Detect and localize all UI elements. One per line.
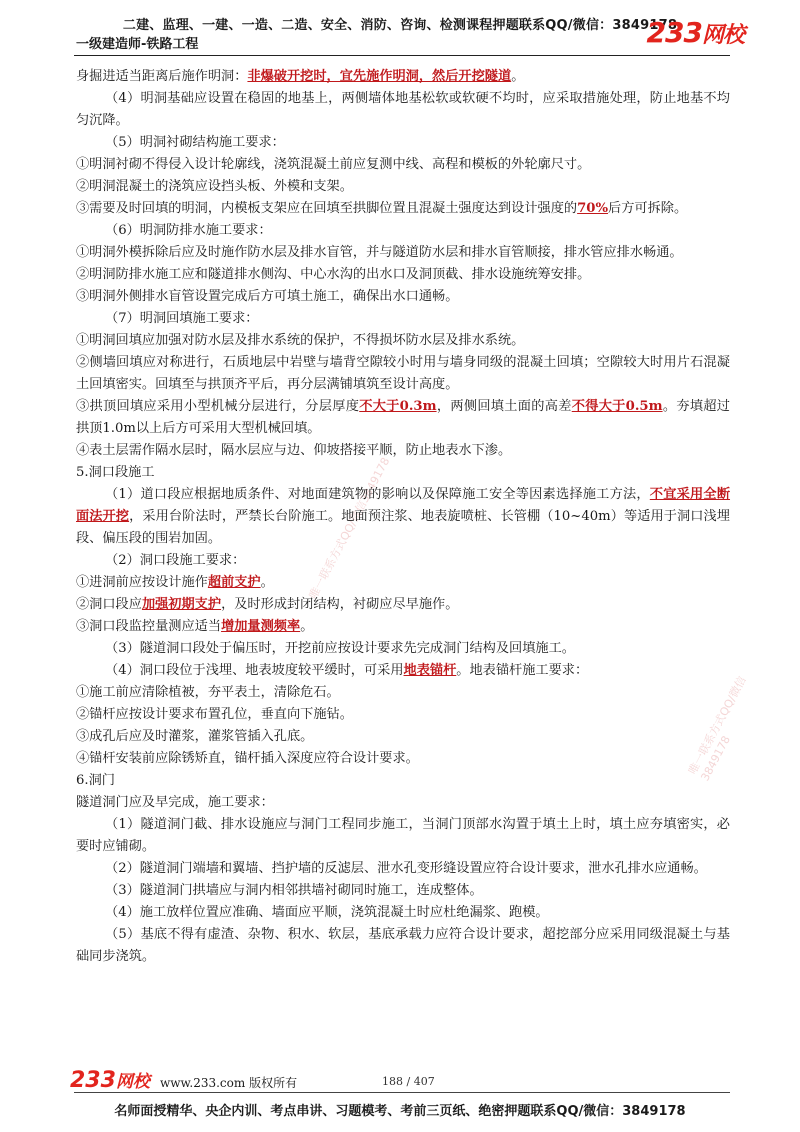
paragraph: ①施工前应清除植被，夯平表土，清除危石。: [76, 685, 340, 700]
footer-site: www.233.com 版权所有: [160, 1076, 298, 1090]
header-banner: 二建、监理、一建、一造、二造、安全、消防、咨询、检测课程押题联系QQ/微信：3849178: [122, 18, 678, 33]
paragraph: ①进洞前应按设计施作超前支护。: [76, 575, 274, 590]
header-divider: [74, 55, 730, 56]
paragraph: ③需要及时回填的明洞，内模板支架应在回填至拱脚位置且混凝土强度达到设计强度的70%后方可拆除。: [76, 201, 688, 216]
watermark: 唯一联系方式QQ/微信3849178: [686, 674, 749, 784]
document-body: [76, 66, 730, 968]
section-heading: 5.洞口段施工: [76, 465, 155, 480]
paragraph: （5）基底不得有虚渣、杂物、积水、软层，基底承载力应符合设计要求，超挖部分应采用同级混凝土与基础同步浇筑。: [76, 927, 730, 964]
paragraph: 隧道洞门应及早完成，施工要求：: [76, 795, 274, 810]
page-number: 188 / 407: [382, 1075, 435, 1088]
paragraph: （2）隧道洞门端墙和翼墙、挡护墙的反滤层、泄水孔变形缝设置应符合设计要求，泄水孔排水应通畅。: [105, 861, 707, 876]
paragraph: ②明洞混凝土的浇筑应设挡头板、外模和支架。: [76, 179, 353, 194]
site-logo: 233网校: [646, 16, 744, 49]
paragraph: ③洞口段监控量测应适当增加量测频率。: [76, 619, 314, 634]
paragraph: （4）施工放样位置应准确、墙面应平顺，浇筑混凝土时应杜绝漏浆、跑模。: [105, 905, 549, 920]
paragraph: ②侧墙回填应对称进行，石质地层中岩壁与墙背空隙较小时用与墙身同级的混凝土回填；空隙较大时用片石混凝土回填密实。回填至与拱顶齐平后，再分层满铺填筑至设计高度。: [76, 355, 730, 392]
header-subtitle: 一级建造师-铁路工程: [76, 37, 199, 52]
paragraph: （6）明洞防排水施工要求：: [105, 223, 272, 238]
watermark: 唯一联系方式QQ/微信3849178: [306, 455, 393, 602]
footer-divider: [74, 1092, 730, 1093]
paragraph: ③明洞外侧排水盲管设置完成后方可填土施工，确保出水口通畅。: [76, 289, 459, 304]
paragraph: ④锚杆安装前应除锈矫直，锚杆插入深度应符合设计要求。: [76, 751, 419, 766]
footer-banner: 名师面授精华、央企内训、考点串讲、习题模考、考前三页纸、绝密押题联系QQ/微信：3849178: [114, 1104, 686, 1119]
paragraph: （2）洞口段施工要求：: [105, 553, 246, 568]
paragraph: ①明洞回填应加强对防水层及排水系统的保护，不得损坏防水层及排水系统。: [76, 333, 525, 348]
paragraph: 身掘进适当距离后施作明洞：非爆破开挖时，宜先施作明洞，然后开挖隧道。: [76, 69, 525, 84]
paragraph: ②明洞防排水施工应和隧道排水侧沟、中心水沟的出水口及洞顶截、排水设施统筹安排。: [76, 267, 591, 282]
paragraph: ①明洞外模拆除后应及时施作防水层及排水盲管，并与隧道防水层和排水盲管顺接，排水管应排水畅通。: [76, 245, 683, 260]
paragraph: ④表土层需作隔水层时，隔水层应与边、仰坡搭接平顺，防止地表水下渗。: [76, 443, 512, 458]
paragraph: （7）明洞回填施工要求：: [105, 311, 259, 326]
paragraph: （3）隧道洞口段处于偏压时，开挖前应按设计要求先完成洞门结构及回填施工。: [105, 641, 575, 656]
paragraph: （3）隧道洞门拱墙应与洞内相邻拱墙衬砌同时施工，连成整体。: [105, 883, 483, 898]
paragraph: ②锚杆应按设计要求布置孔位，垂直向下施钻。: [76, 707, 353, 722]
section-heading: 6.洞门: [76, 773, 115, 788]
paragraph: （5）明洞衬砌结构施工要求：: [105, 135, 285, 150]
paragraph: （4）明洞基础应设置在稳固的地基上，两侧墙体地基松软或软硬不均时，应采取措施处理，防止地基不均匀沉降。: [76, 91, 730, 128]
paragraph: ③拱顶回填应采用小型机械分层进行，分层厚度不大于0.3m，两侧回填土面的高差不得大于0.5m。夯填超过拱顶1.0m以上后方可采用大型机械回填。: [76, 399, 730, 436]
paragraph: （1）道口段应根据地质条件、对地面建筑物的影响以及保障施工安全等因素选择施工方法，不宜采用全断面法开挖，采用台阶法时，严禁长台阶施工。地面预注浆、地表旋喷桩、长管棚（10~40m）等适用于洞口浅埋段、偏压段的围岩加固。: [76, 487, 731, 546]
paragraph: ③成孔后应及时灌浆，灌浆管插入孔底。: [76, 729, 314, 744]
paragraph: （1）隧道洞门截、排水设施应与洞门工程同步施工，当洞门顶部水沟置于填土上时，填土应夯填密实，必要时应铺砌。: [76, 817, 730, 854]
paragraph: ②洞口段应加强初期支护，及时形成封闭结构，衬砌应尽早施作。: [76, 597, 459, 612]
paragraph: ①明洞衬砌不得侵入设计轮廓线，浇筑混凝土前应复测中线、高程和模板的外轮廓尺寸。: [76, 157, 591, 172]
paragraph: （4）洞口段位于浅埋、地表坡度较平缓时，可采用地表锚杆。地表锚杆施工要求：: [105, 663, 589, 678]
footer-logo: 233网校: [70, 1068, 150, 1093]
